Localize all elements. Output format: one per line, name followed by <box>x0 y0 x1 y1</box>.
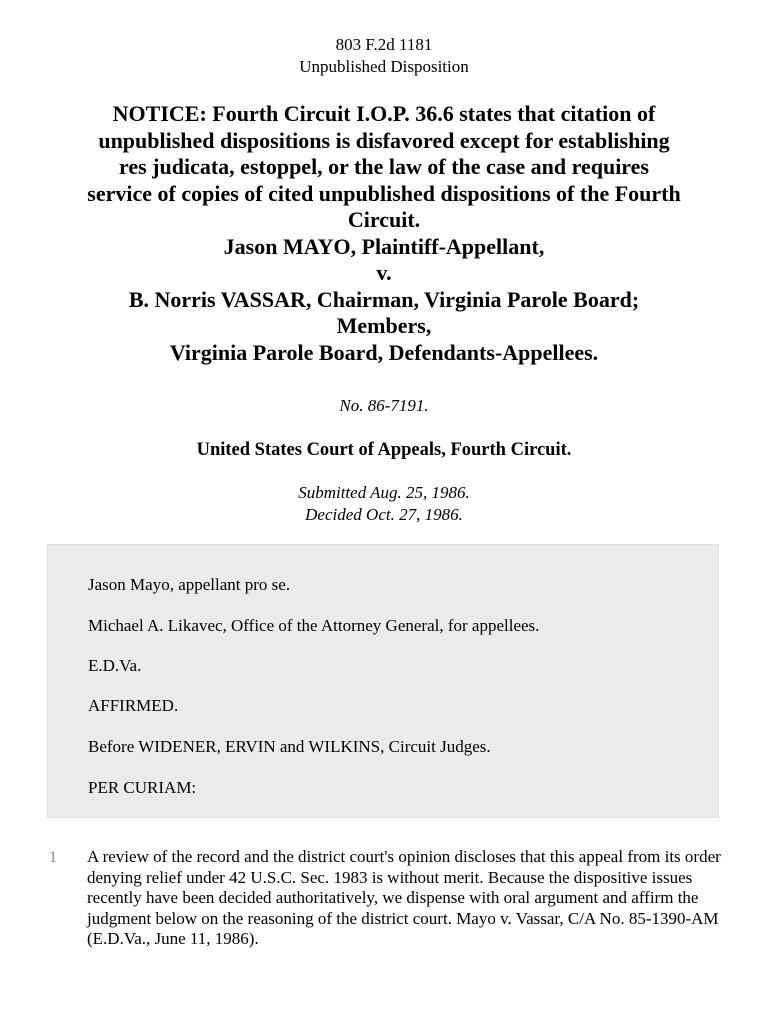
court-name: United States Court of Appeals, Fourth Circuit. <box>196 440 572 460</box>
case-dates <box>0 482 768 526</box>
lower-court: E.D.Va. <box>88 656 142 675</box>
notice-line: res judicata, estoppel, or the law of the case and requires <box>118 154 649 179</box>
case-title <box>40 101 728 366</box>
versus-label: v. <box>376 260 392 285</box>
counsel-box <box>47 544 719 818</box>
opinion-paragraph: A review of the record and the district court's opinion discloses that this appeal from its order denying relief under 42 U.S.C. Sec. 1983 is without merit. Because the dispositive issues recently have been decided authoritatively, we dispense with oral argument and affirm the judgment below on the reasoning of the district court. Mayo v. Vassar, C/A No. 85-1390-AM (E.D.Va., June 11, 1986). <box>87 847 721 948</box>
submitted-date: Submitted Aug. 25, 1986. <box>298 483 470 502</box>
defendant-line: Members, <box>336 313 432 338</box>
decided-date: Decided Oct. 27, 1986. <box>305 505 463 524</box>
appellee-counsel: Michael A. Likavec, Office of the Attorney General, for appellees. <box>88 616 540 635</box>
outcome: AFFIRMED. <box>88 696 179 715</box>
notice-line: unpublished dispositions is disfavored except for establishing <box>98 127 670 153</box>
docket-number: No. 86-7191. <box>339 396 429 415</box>
notice-line: Circuit. <box>347 207 421 232</box>
reporter-citation: 803 F.2d 1181 <box>335 35 433 54</box>
defendant-line: B. Norris VASSAR, Chairman, Virginia Parole Board; <box>128 286 640 312</box>
plaintiff-name: Jason MAYO, Plaintiff-Appellant, <box>223 233 545 259</box>
defendant-line: Virginia Parole Board, Defendants-Appellees. <box>169 339 599 365</box>
disposition-label: Unpublished Disposition <box>299 57 469 76</box>
notice-line: service of copies of cited unpublished dispositions of the Fourth <box>87 180 681 206</box>
appellant-counsel: Jason Mayo, appellant pro se. <box>88 575 291 594</box>
citation-header <box>0 34 768 78</box>
panel-judges: Before WIDENER, ERVIN and WILKINS, Circuit Judges. <box>88 737 491 756</box>
per-curiam-label: PER CURIAM: <box>88 778 197 797</box>
notice-line: NOTICE: Fourth Circuit I.O.P. 36.6 states that citation of <box>112 101 656 126</box>
paragraph-number: 1 <box>49 849 57 866</box>
